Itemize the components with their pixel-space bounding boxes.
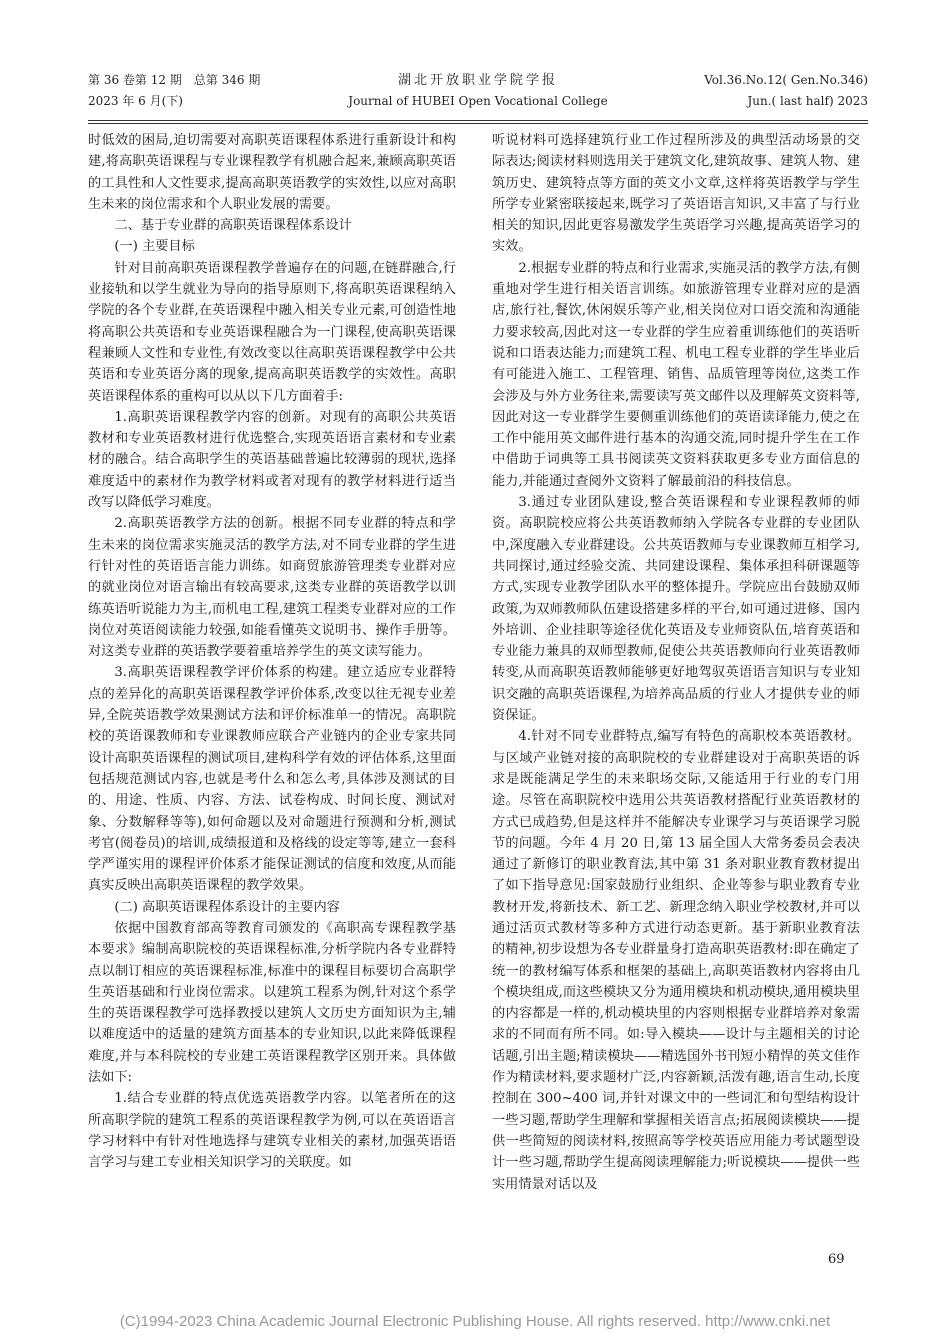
copyright-footer: (C)1994-2023 China Academic Journal Electronic Publishing House. All rights reserved. http://www.cnki.net xyxy=(119,1313,831,1330)
journal-header xyxy=(88,70,868,120)
issue-date: 2023 年 6 月(下) xyxy=(88,94,183,108)
subsection-heading: (二) 高职英语课程体系设计的主要内容 xyxy=(114,899,340,915)
subsection-heading: (一) 主要目标 xyxy=(114,239,195,255)
paragraph: 4.针对不同专业群特点,编写有特色的高职校本英语教材。与区域产业链对接的高职院校的专业群建设对于高职英语的诉求是既能满足学生的未来职场交际,又能适用于行业的专门用途。尽管在高职院校中选用公共英语教材搭配行业英语教材的方式已成趋势,但是这样并不能解决专业课学习与英语课学习脱节的问题。今年 4 月 20 日,第 13 届全国人大常务委员会表决通过了新修订的职业教育法,其中第 31 条对职业教育教材提出了如下指导意见:国家鼓励行业组织、企业等参与职业教育专业教材开发,将新技术、新工艺、新理念纳入职业学校教材,并可以通过活页式教材等多种方式进行动态更新。基于新职业教育法的精神,初步设想为各专业群量身打造高职英语教材:即在确定了统一的教材编写体系和框架的基础上,高职英语教材内容将由几个模块组成,而这些模块又分为通用模块和机动模块,通用模块里的内容都是一样的,机动模块里的内容则根据专业群培养对象需求的不同而有所不同。如:导入模块——设计与主题相关的讨论话题,引出主题;精读模块——精选国外书刊短小精悍的英文佳作作为精读材料,要求题材广泛,内容新颖,活泼有趣,语言生动,长度控制在 300~400 词,并针对课文中的一些词汇和句型结构设计一些习题,帮助学生理解和掌握相关语言点;拓展阅读模块——提供一些简短的阅读材料,按照高等学校英语应用能力考试题型设计一些习题,帮助学生提高阅读理解能力;听说模块——提供一些实用情景对话以及 xyxy=(492,729,860,1192)
left-column xyxy=(88,130,456,1174)
header-rule xyxy=(88,120,868,124)
issue-volume: 第 36 卷第 12 期 总第 346 期 xyxy=(88,73,261,87)
issue-date-en: Jun.( last half) 2023 xyxy=(747,94,868,108)
paragraph: 1.高职英语课程教学内容的创新。对现有的高职公共英语教材和专业英语教材进行优选整合,实现英语语言素材和专业素材的融合。结合高职学生的英语基础普遍比较薄弱的现状,选择难度适中的素材作为教学材料或者对现有的教学材料进行适当改写以降低学习难度。 xyxy=(88,409,456,511)
issue-info-en xyxy=(704,70,868,112)
paragraph: 3.高职英语课程教学评价体系的构建。建立适应专业群特点的差异化的高职英语课程教学评价体系,改变以往无视专业差异,全院英语教学效果测试方法和评价标准单一的情况。高职院校的英语课教师和专业课教师应联合产业链内的企业专家共同设计高职英语课程的测试项目,建构科学有效的评估体系,这里面包括规范测试内容,也就是考什么和怎么考,具体涉及测试的目的、用途、性质、内容、方法、试卷构成、时间长度、测试对象、分数解释等等),如何命题以及对命题进行预测和分析,测试考官(阅卷员)的培训,成绩报道和及格线的设定等等,建立一套科学严谨实用的课程评价体系才能保证测试的信度和效度,从而能真实反映出高职英语课程的教学效果。 xyxy=(88,665,456,894)
issue-volume-en: Vol.36.No.12( Gen.No.346) xyxy=(704,73,868,87)
paragraph: 1.结合专业群的特点优选英语教学内容。以笔者所在的这所高职学院的建筑工程系的英语课程教学为例,可以在英语语言学习材料中有针对性地选择与建筑专业相关的素材,加强英语语言学习与建工专业相关知识学习的关联度。如 xyxy=(88,1091,456,1171)
paragraph: 听说材料可选择建筑行业工作过程所涉及的典型活动场景的交际表达;阅读材料则选用关于建筑文化,建筑故事、建筑人物、建筑历史、建筑特点等方面的英文小文章,这样将英语教学与学生所学专业紧密联接起来,既学习了英语语言知识,又丰富了与行业相关的知识,因此更容易激发学生英语学习兴趣,提高英语学习的实效。 xyxy=(492,133,860,255)
paragraph: 3.通过专业团队建设,整合英语课程和专业课程教师的师资。高职院校应将公共英语教师纳入学院各专业群的专业团队中,深度融入专业群建设。公共英语教师与专业课教师互相学习,共同探讨,通过经验交流、共同建设课程、集体承担科研课题等方式,实现专业教学团队水平的整体提升。学院应出台鼓励双师政策,为双师教师队伍建设搭建多样的平台,如可通过进修、国内外培训、企业挂职等途径优化英语及专业师资队伍,培育英语和专业能力兼具的双师型教师,促使公共英语教师向行业英语教师转变,从而高职英语教师能够更好地驾驭英语语言知识与专业知识交融的高职英语课程,为培养高品质的行业人才提供专业的师资保证。 xyxy=(492,495,860,724)
section-heading: 二、基于专业群的高职英语课程体系设计 xyxy=(114,218,352,234)
paragraph: 依据中国教育部高等教育司颁发的《高职高专课程教学基本要求》编制高职院校的英语课程标准,分析学院内各专业群特点以制订相应的英语课程标准,标准中的课程目标要切合高职学生英语基础和行业岗位需求。以建筑工程系为例,针对这个系学生的英语课程教学可选择教授以建筑人文历史方面知识为主,辅以难度适中的适量的建筑方面基本的专业知识,以此来降低课程难度,并与本科院校的专业建工英语课程教学区别开来。具体做法如下: xyxy=(88,920,456,1086)
paragraph: 时低效的困局,迫切需要对高职英语课程体系进行重新设计和构建,将高职英语课程与专业课程教学有机融合起来,兼顾高职英语的工具性和人文性要求,提高高职英语教学的实效性,以应对高职生未来的岗位需求和个人职业发展的需要。 xyxy=(88,133,456,212)
journal-title-cn: 湖北开放职业学院学报 xyxy=(397,73,558,88)
paragraph: 2.高职英语教学方法的创新。根据不同专业群的特点和学生未来的岗位需求实施灵活的教学方法,对不同专业群的学生进行针对性的英语语言能力训练。如商贸旅游管理类专业群对应的就业岗位对语言输出有较高要求,这类专业群的英语教学以训练英语听说能力为主,而机电工程,建筑工程类专业群对应的工作岗位对英语阅读能力较强,如能看懂英文说明书、操作手册等。对这类专业群的英语教学要着重培养学生的英文读写能力。 xyxy=(88,516,456,660)
page-number: 69 xyxy=(828,1252,845,1267)
paragraph: 2.根据专业群的特点和行业需求,实施灵活的教学方法,有侧重地对学生进行相关语言训练。如旅游管理专业群对应的是酒店,旅行社,餐饮,休闲娱乐等产业,相关岗位对口语交流和沟通能力要求较高,因此对这一专业群的学生应着重训练他们的英语听说和口语表达能力;而建筑工程、机电工程专业群的学生毕业后有可能进入施工、工程管理、销售、品质管理等岗位,这类工作会涉及与外方业务往来,需要读写英文邮件以及理解英文资料等,因此对这一专业群学生要侧重训练他们的英语读译能力,使之在工作中能用英文邮件进行基本的沟通交流,同时提升学生在工作中借助于词典等工具书阅读英文资料获取更多专业方面信息的能力,并能通过查阅外文资料了解最前沿的科技信息。 xyxy=(492,260,860,489)
right-column xyxy=(492,130,860,1195)
paragraph: 针对目前高职英语课程教学普遍存在的问题,在链群融合,行业接轨和以学生就业为导向的指导原则下,将高职英语课程纳入学院的各个专业群,在英语课程中融入相关专业元素,可创造性地将高职公共英语和专业英语课程融合为一门课程,使高职英语课程兼顾人文性和专业性,有效改变以往高职英语课程教学中公共英语和专业英语分离的现象,提高高职英语教学的实效性。高职英语课程体系的重构可以从以下几方面着手: xyxy=(88,260,456,404)
journal-title-en: Journal of HUBEI Open Vocational College xyxy=(348,94,608,108)
